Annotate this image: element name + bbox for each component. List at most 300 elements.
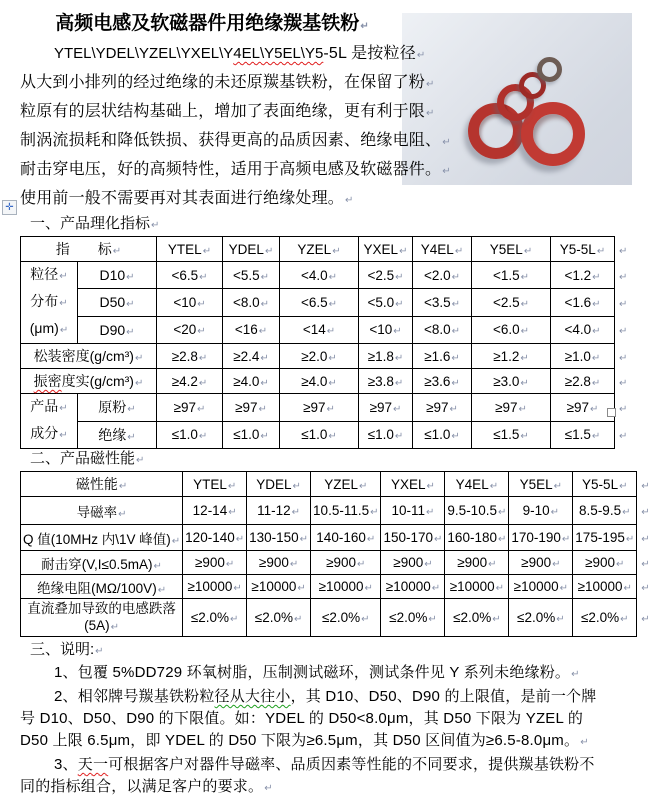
cell: ≥3.8↵ [359,369,413,394]
line-break-mark: ↵ [233,583,242,594]
cell: ≥10000↵ [445,575,509,599]
line-break-mark: ↵ [395,271,404,283]
line-break-mark: ↵ [235,534,245,545]
line-break-mark: ↵ [394,431,404,443]
cell: 10.5-11.5↵ [311,497,381,525]
note-3-line-1 [20,754,640,776]
line-break-mark: ↵ [289,559,299,570]
cell: <4.0↵ [280,262,359,289]
table-move-handle[interactable] [2,200,17,215]
cell: ≥900↵ [311,551,381,575]
line-break-mark: ↵ [592,298,601,310]
cell: <5.0↵ [359,289,413,316]
cell: <2.5↵ [359,262,413,289]
line-break-mark: ↵ [112,246,122,257]
cell: ≥1.8↵ [359,344,413,369]
line-break-mark: ↵ [59,430,68,441]
header-cell: YZEL↵ [311,472,381,497]
cell: <1.6↵ [551,289,615,316]
line-break-mark: ↵ [153,560,162,572]
table-resize-handle[interactable] [607,408,616,417]
line-break-mark: ↵ [126,272,135,284]
line-break-mark: ↵ [95,646,104,657]
header-cell: Y5-5L↵ [551,237,615,262]
line-break-mark: ↵ [619,245,628,257]
line-break-mark: ↵ [451,377,460,389]
cell: 175-195↵ [573,525,637,551]
cell: <1.5↵ [472,262,551,289]
row-label: Q 值(10MHz 内\1V 峰值)↵ [21,525,183,551]
line-break-mark: ↵ [580,737,589,748]
line-break-mark: ↵ [110,621,120,633]
cell: 150-170↵ [381,525,445,551]
header-cell: YZEL↵ [280,237,359,262]
cell: ≥4.0↵ [280,369,359,394]
table-row [21,262,633,289]
move-arrows-icon: ✛ [5,202,14,213]
grammar-underline: 径从大往小 [214,688,291,705]
cell: ≥3.0↵ [472,369,551,394]
cell: ≥900↵ [381,551,445,575]
line-break-mark: ↵ [592,326,601,338]
header-corner-cell: 磁性能↵ [21,472,183,497]
document-title: 高频电感及软磁器件用绝缘羰基铁粉↵ [55,13,369,34]
line-break-mark: ↵ [260,298,270,310]
line-break-mark: ↵ [451,431,460,443]
cell: ≥97↵ [413,394,472,422]
group-label-line: 粒径↵ [30,266,68,282]
line-break-mark: ↵ [556,614,565,625]
cell: <6.5↵ [157,262,223,289]
line-break-mark: ↵ [328,271,338,283]
row-end-mark [637,497,652,525]
line-break-mark: ↵ [451,298,461,310]
line-break-mark: ↵ [361,614,370,625]
line-break-mark: ↵ [552,559,561,570]
line-break-mark: ↵ [492,614,501,625]
line-break-mark: ↵ [596,245,606,257]
cell: <20↵ [157,316,223,343]
line-break-mark: ↵ [641,583,650,594]
cell: <8.0↵ [413,316,472,343]
table-row [21,344,633,369]
line-break-mark: ↵ [198,352,208,364]
cell: ≥10000↵ [573,575,637,599]
row-label [21,599,183,637]
line-break-mark: ↵ [199,271,208,283]
cell: ≥2.8↵ [157,344,223,369]
line-break-mark: ↵ [360,21,369,32]
line-break-mark: ↵ [260,431,269,443]
cell: ≥97↵ [280,394,359,422]
line-break-mark: ↵ [364,583,373,594]
cell: 170-190↵ [509,525,573,551]
cell: <6.0↵ [472,316,551,343]
table-row [21,316,633,343]
cell: ≤1.5↵ [551,421,615,449]
magnetic-properties-table [20,471,653,637]
line-break-mark: ↵ [197,403,206,415]
row-end-mark [615,237,633,262]
cell: ≥1.2↵ [472,344,551,369]
line-break-mark: ↵ [426,480,435,492]
cell: ≥97↵ [157,394,223,422]
table-row [21,369,633,394]
line-break-mark: ↵ [399,245,408,257]
line-break-mark: ↵ [59,325,69,336]
intro-line-1-tail: -5L 是按粒径 [323,45,416,62]
header-cell: Y5-5L↵ [573,472,637,497]
line-break-mark: ↵ [488,559,497,570]
table-row [21,421,633,449]
group-label-line: 产品↵ [30,398,68,414]
line-break-mark: ↵ [495,583,505,594]
header-cell: Y4EL↵ [445,472,509,497]
cell: ≤1.0↵ [157,421,223,449]
table-row [21,551,653,575]
line-break-mark: ↵ [126,299,135,311]
header-cell: YTEL↵ [183,472,247,497]
line-break-mark: ↵ [136,455,145,466]
line-break-mark: ↵ [434,534,443,545]
line-break-mark: ↵ [489,480,499,492]
line-break-mark: ↵ [616,559,625,570]
line-break-mark: ↵ [623,583,632,594]
cell: <2.5↵ [472,289,551,316]
cell: ≥10000↵ [509,575,573,599]
line-break-mark: ↵ [157,584,167,596]
line-break-mark: ↵ [293,614,303,625]
line-break-mark: ↵ [449,403,458,415]
line-break-mark: ↵ [118,508,127,520]
section-3-heading: 三、说明:↵ [30,641,104,658]
table-row [21,525,653,551]
cell: ≤1.0↵ [413,421,472,449]
line-break-mark: ↵ [619,403,628,415]
line-break-mark: ↵ [619,431,628,443]
table-row [21,599,653,637]
line-break-mark: ↵ [520,352,529,364]
group-label-line: (μm)↵ [29,320,69,336]
cell: ≥97↵ [359,394,413,422]
row-label: D90↵ [78,316,157,343]
note-2-line-1 [20,686,640,708]
line-break-mark: ↵ [328,431,337,443]
line-break-mark: ↵ [151,220,160,231]
cell: <8.0↵ [223,289,280,316]
line-break-mark: ↵ [442,166,451,177]
group-label-line: 分布↵ [30,293,68,309]
particle-size-group-cell [21,262,78,344]
row-label: 松装密度(g/cm³)↵ [21,344,157,369]
line-break-mark: ↵ [590,403,599,415]
line-break-mark: ↵ [126,326,135,338]
cell: 120-140↵ [183,525,247,551]
line-break-mark: ↵ [260,271,270,283]
cell: <4.0↵ [551,316,615,343]
intro-line-1 [20,40,438,69]
note-3-line-2: 同的指标组合，以满足客户的要求。↵ [20,778,273,795]
row-label-line: (5A)↵ [84,617,120,633]
line-break-mark: ↵ [520,431,529,443]
intro-line-2: 从大到小排列的经过绝缘的未还原羰基铁粉，在保留了粉↵ [20,74,435,91]
line-break-mark: ↵ [625,534,635,545]
header-cell: YXEL↵ [359,237,413,262]
line-break-mark: ↵ [619,326,628,338]
line-break-mark: ↵ [134,353,144,364]
line-break-mark: ↵ [357,559,366,570]
row-end-mark [615,394,633,422]
line-break-mark: ↵ [264,783,273,794]
line-break-mark: ↵ [619,352,628,364]
cell: <2.0↵ [413,262,472,289]
cell: <6.5↵ [280,289,359,316]
cell: ≤2.0%↵ [573,599,637,637]
line-break-mark: ↵ [641,614,650,625]
header-cell: YDEL↵ [247,472,311,497]
line-break-mark: ↵ [641,480,650,492]
line-break-mark: ↵ [328,352,337,364]
cell: 160-180↵ [445,525,509,551]
cell: ≥2.0↵ [280,344,359,369]
header-cell: YDEL↵ [223,237,280,262]
line-break-mark: ↵ [451,271,461,283]
line-break-mark: ↵ [424,559,433,570]
line-break-mark: ↵ [518,403,527,415]
line-break-mark: ↵ [358,480,368,492]
line-break-mark: ↵ [451,352,460,364]
line-break-mark: ↵ [571,669,580,680]
line-break-mark: ↵ [59,298,68,309]
line-break-mark: ↵ [520,326,530,338]
row-end-mark [615,344,633,369]
line-break-mark: ↵ [198,377,208,389]
cell: ≥900↵ [445,551,509,575]
line-break-mark: ↵ [451,326,461,338]
line-break-mark: ↵ [520,298,530,310]
cell: ≤2.0%↵ [247,599,311,637]
line-break-mark: ↵ [394,352,404,364]
section-1-heading: 一、产品理化指标↵ [30,215,160,232]
intro-line-3: 粒原有的层状结构基础上，增加了表面绝缘，更有利于限↵ [20,103,435,120]
line-break-mark: ↵ [454,245,464,257]
composition-group-cell [21,394,78,449]
line-break-mark: ↵ [328,298,338,310]
line-break-mark: ↵ [442,137,451,148]
line-break-mark: ↵ [641,507,650,518]
line-break-mark: ↵ [395,298,404,310]
line-break-mark: ↵ [520,377,529,389]
line-break-mark: ↵ [553,480,563,492]
line-break-mark: ↵ [297,583,306,594]
cell: 10-11↵ [381,497,445,525]
line-break-mark: ↵ [591,377,601,389]
line-break-mark: ↵ [550,507,560,518]
line-break-mark: ↵ [198,431,208,443]
line-break-mark: ↵ [641,534,650,545]
line-break-mark: ↵ [426,108,435,119]
line-break-mark: ↵ [197,326,206,338]
line-break-mark: ↵ [171,535,181,547]
cell: ≥1.6↵ [413,344,472,369]
line-break-mark: ↵ [258,326,268,338]
line-break-mark: ↵ [264,245,274,257]
line-break-mark: ↵ [230,614,239,625]
line-break-mark: ↵ [258,403,267,415]
row-label: 绝缘↵ [78,421,157,449]
row-label-line: 直流叠加导致的电感跌落 [27,600,176,616]
line-break-mark: ↵ [366,534,376,545]
line-break-mark: ↵ [620,614,629,625]
line-break-mark: ↵ [591,431,601,443]
cell: ≤1.0↵ [359,421,413,449]
line-break-mark: ↵ [202,245,212,257]
cell: ≤2.0%↵ [445,599,509,637]
row-end-mark [637,525,652,551]
row-label-rest: 度实(g/cm³) [61,373,134,389]
spellcheck-underline: 天一 [77,756,109,773]
line-break-mark: ↵ [619,480,628,492]
line-break-mark: ↵ [260,352,269,364]
line-break-mark: ↵ [591,352,601,364]
line-break-mark: ↵ [127,404,136,416]
row-end-mark [615,316,633,343]
line-break-mark: ↵ [416,50,426,61]
cell: ≤2.0%↵ [509,599,573,637]
cell: ≤2.0%↵ [311,599,381,637]
cell: ≥97↵ [472,394,551,422]
note-2-text: 2、相邻牌号羰基铁粉粒 [54,688,215,705]
table-row [21,497,653,525]
line-break-mark: ↵ [59,403,68,414]
header-cell: Y4EL↵ [413,237,472,262]
cell: ≤1.5↵ [472,421,551,449]
cell: ≤1.0↵ [280,421,359,449]
line-break-mark: ↵ [197,298,206,310]
intro-line-6: 使用前一般不需要再对其表面进行绝缘处理。↵ [20,190,354,207]
line-break-mark: ↵ [393,326,402,338]
line-break-mark: ↵ [394,377,404,389]
cell: 140-160↵ [311,525,381,551]
cell: ≥900↵ [573,551,637,575]
row-end-mark [637,551,652,575]
cell: <14↵ [280,316,359,343]
model-list-text: YTEL\YDEL\YZEL\YXEL\Y [54,45,234,62]
table-row [21,289,633,316]
cell: ≥10000↵ [183,575,247,599]
cell: <5.5↵ [223,262,280,289]
line-break-mark: ↵ [370,507,379,518]
header-cell: YXEL↵ [381,472,445,497]
spellcheck-underline: 振密 [33,373,62,389]
line-break-mark: ↵ [622,507,631,518]
note-2-text: ，其 D10、D50、D90 的上限值，是前一个牌 [290,688,597,705]
line-break-mark: ↵ [299,534,309,545]
row-end-mark [615,421,633,449]
row-end-mark [615,289,633,316]
cell: ≥900↵ [509,551,573,575]
physical-properties-table [20,236,633,449]
row-end-mark [615,369,633,394]
row-label: 耐击穿(V,I≤0.5mA)↵ [21,551,183,575]
line-break-mark: ↵ [291,507,301,518]
cell: ≥2.8↵ [551,369,615,394]
cell: ≥10000↵ [247,575,311,599]
cell: ≥10000↵ [381,575,445,599]
line-break-mark: ↵ [426,507,435,518]
line-break-mark: ↵ [561,534,571,545]
note-1: 1、包覆 5%DD729 环氧树脂，压制测试磁环，测试条件见 Y 系列未绝缘粉。↵ [54,664,580,681]
line-break-mark: ↵ [393,403,402,415]
line-break-mark: ↵ [127,431,136,443]
intro-paragraph [20,40,640,214]
line-break-mark: ↵ [59,271,68,282]
line-break-mark: ↵ [426,79,435,90]
line-break-mark: ↵ [431,583,441,594]
row-end-mark [637,575,652,599]
cell: ≥2.4↵ [223,344,280,369]
table-row [21,575,653,599]
cell: <10↵ [359,316,413,343]
table-row [21,394,633,422]
line-break-mark: ↵ [523,245,533,257]
note-2-line-2: 号 D10、D50、D90 的下限值。如：YDEL 的 D50<8.0μm，其 D50 下限为 YZEL 的 [20,710,584,727]
line-break-mark: ↵ [345,195,354,206]
section-2-heading: 二、产品磁性能↵ [30,450,145,467]
line-break-mark: ↵ [559,583,568,594]
line-break-mark: ↵ [134,378,144,389]
row-label: 导磁率↵ [21,497,183,525]
cell: <1.2↵ [551,262,615,289]
row-end-mark [637,472,652,497]
line-break-mark: ↵ [292,480,301,492]
cell: ≥1.0↵ [551,344,615,369]
table-row [21,472,653,497]
cell: <10↵ [157,289,223,316]
line-break-mark: ↵ [428,614,437,625]
cell: ≥900↵ [183,551,247,575]
cell: ≥3.6↵ [413,369,472,394]
line-break-mark: ↵ [225,559,235,570]
line-break-mark: ↵ [497,534,507,545]
line-break-mark: ↵ [332,245,341,257]
line-break-mark: ↵ [328,377,337,389]
line-break-mark: ↵ [520,271,530,283]
note-3-text: 可根据客户对器件导磁率、品质因素等性能的不同要求，提供羰基铁粉不 [108,756,595,773]
cell: 11-12↵ [247,497,311,525]
line-break-mark: ↵ [497,507,507,518]
header-cell: Y5EL↵ [509,472,573,497]
cell: ≥97↵ [551,394,615,422]
header-corner-cell: 指 标↵ [21,237,157,262]
line-break-mark: ↵ [619,298,628,310]
cell: 130-150↵ [247,525,311,551]
header-cell: Y5EL↵ [472,237,551,262]
cell: 9-10↵ [509,497,573,525]
cell: ≤2.0%↵ [183,599,247,637]
cell: ≤1.0↵ [223,421,280,449]
cell: 9.5-10.5↵ [445,497,509,525]
row-label: D50↵ [78,289,157,316]
intro-line-5: 耐击穿电压，好的高频特性，适用于高频电感及软磁器件。↵ [20,161,451,178]
header-cell: YTEL↵ [157,237,223,262]
cell: 8.5-9.5↵ [573,497,637,525]
line-break-mark: ↵ [326,326,336,338]
note-2-line-3: D50 上限 6.5μm，即 YDEL 的 D50 下限为≥6.5μm，其 D50 区间值为≥6.5-8.0μm。↵ [20,732,589,749]
line-break-mark: ↵ [619,271,628,283]
row-label [21,369,157,394]
row-end-mark [637,599,652,637]
